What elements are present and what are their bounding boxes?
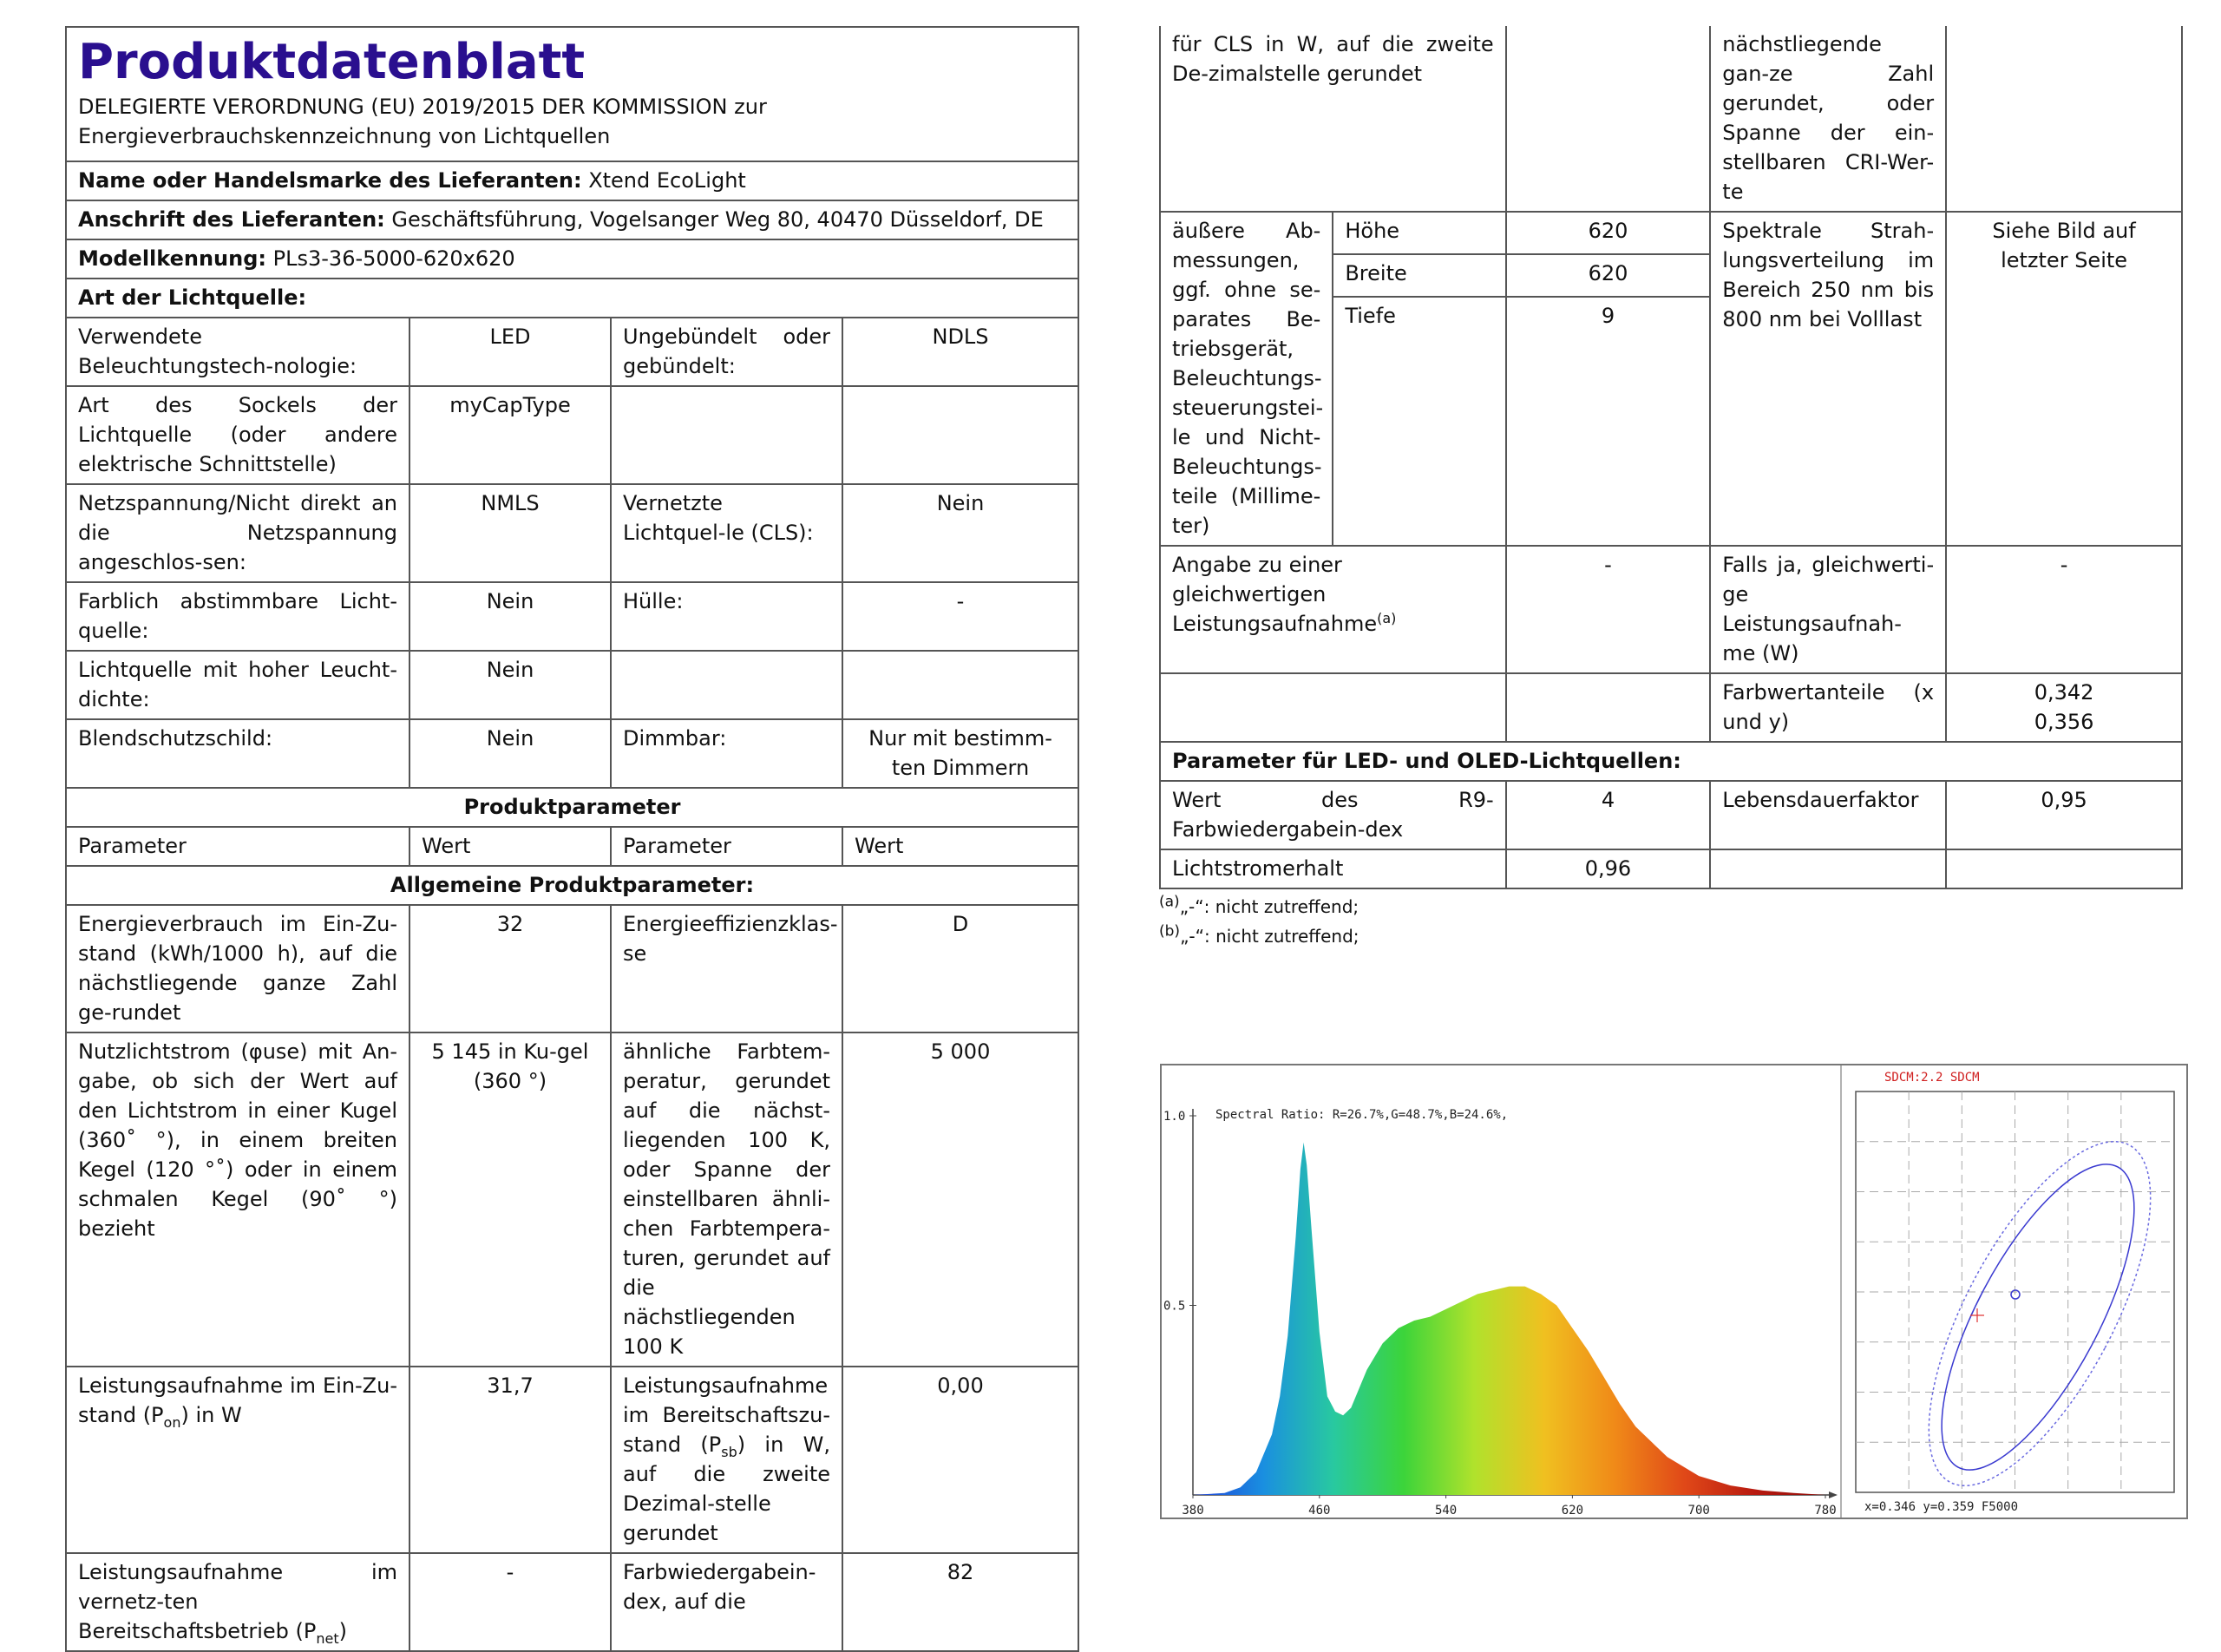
- type-value: NDLS: [842, 318, 1078, 386]
- supplier-name-row: [66, 161, 1078, 200]
- x-tick-label: 620: [1561, 1504, 1584, 1518]
- equivalent-power-label: Angabe zu einer gleichwertigen Leistungsaufnahme$^{(a)}$: [1160, 546, 1506, 673]
- spectrum-figure: [1160, 1064, 2188, 1519]
- luminous-flux-label: Nutzlichtstrom (φuse) mit An-gabe, ob sich der Wert auf den Lichtstrom in einer Kugel (360˚ °), in einem breiten Kegel (120 °˚) oder in einem schmalen Kegel (90˚ °) bezieht: [66, 1032, 409, 1367]
- general-params-heading: Allgemeine Produktparameter:: [66, 866, 1078, 905]
- cls-standby-continued: für CLS in W, auf die zweite De-zimalstelle gerundet: [1160, 26, 1506, 212]
- cri-value: 82: [842, 1553, 1078, 1651]
- empty-cell: [1160, 673, 1506, 742]
- led-params-heading: Parameter für LED- und OLED-Lichtquellen:: [1160, 742, 2182, 781]
- spectral-ratio-label: Spectral Ratio: R=26.7%,G=48.7%,B=24.6%,: [1215, 1108, 1509, 1122]
- networked-standby-value: -: [409, 1553, 611, 1651]
- spectral-distribution-value: Siehe Bild auf letzter Seite: [1946, 212, 2182, 546]
- type-param: Ungebündelt oder gebündelt:: [611, 318, 842, 386]
- type-param: Netzspannung/Nicht direkt an die Netzspannung angeschlos-sen:: [66, 484, 409, 582]
- type-value: myCapType: [409, 386, 611, 484]
- lumen-maintenance-label: Lichtstromerhalt: [1160, 849, 1506, 888]
- sdcm-title: SDCM:2.2 SDCM: [1884, 1071, 1980, 1085]
- efficiency-class-label: Energieeffizienzklas-se: [611, 905, 842, 1032]
- light-source-type-heading: Art der Lichtquelle:: [66, 279, 1078, 318]
- supplier-address-value: Geschäftsführung, Vogelsanger Weg 80, 40470 Düsseldorf, DE: [391, 207, 1044, 232]
- regulation-line-2: Energieverbrauchskennzeichnung von Lichtquellen: [78, 124, 611, 148]
- efficiency-class-value: D: [842, 905, 1078, 1032]
- type-value: Nein: [409, 719, 611, 788]
- spectrum-chart: [1162, 1065, 2186, 1518]
- product-params-heading: Produktparameter: [66, 788, 1078, 827]
- chromaticity-y: 0,356: [2034, 710, 2094, 734]
- on-mode-power-label: Leistungsaufnahme im Ein-Zu-stand $(P_{on})$ in W: [66, 1367, 409, 1553]
- type-value: [842, 386, 1078, 484]
- type-param: [611, 386, 842, 484]
- type-param: Farblich abstimmbare Licht-quelle:: [66, 582, 409, 651]
- header-cell: [66, 27, 1078, 161]
- type-param: [611, 651, 842, 719]
- column-header-value: Wert: [409, 827, 611, 866]
- column-header-value: Wert: [842, 827, 1078, 866]
- dim-depth-value: 9: [1506, 297, 1711, 546]
- footnote-b: $^{(b)}$„-“: nicht zutreffend;: [1159, 922, 1359, 947]
- x-tick-label: 780: [1814, 1504, 1837, 1518]
- x-tick-label: 380: [1182, 1504, 1204, 1518]
- empty-cell: [1946, 26, 2182, 212]
- type-value: -: [842, 582, 1078, 651]
- chromaticity-readout: x=0.346 y=0.359 F5000: [1864, 1500, 2019, 1514]
- standby-power-value: 0,00: [842, 1367, 1078, 1553]
- right-page: [1159, 26, 2183, 948]
- chromaticity-value: [1946, 673, 2182, 742]
- type-value: [842, 651, 1078, 719]
- page-title: Produktdatenblatt: [78, 34, 586, 90]
- dim-height-label: Höhe: [1333, 212, 1505, 254]
- supplier-address-label: Anschrift des Lieferanten:: [78, 207, 385, 232]
- dimensions-label: äußere Ab-messungen, ggf. ohne se-parates Be-triebsgerät, Beleuchtungs-steuerungstei-le und Nicht-Beleuchtungs-teile (Millime-ter): [1160, 212, 1333, 546]
- energy-consumption-label: Energieverbrauch im Ein-Zu-stand (kWh/1000 h), auf die nächstliegende ganze Zahl ge-rundet: [66, 905, 409, 1032]
- empty-cell: [1946, 849, 2182, 888]
- model-label: Modellkennung:: [78, 246, 266, 271]
- type-param: Hülle:: [611, 582, 842, 651]
- footnote-a: $^{(a)}$„-“: nicht zutreffend;: [1159, 893, 1359, 917]
- equivalent-power-value: -: [1506, 546, 1711, 673]
- lifetime-factor-value: 0,95: [1946, 781, 2182, 849]
- equivalent-power2-label: Falls ja, gleichwerti-ge Leistungsaufnah-me (W): [1710, 546, 1946, 673]
- cri-label: Farbwiedergabein-dex, auf die: [611, 1553, 842, 1651]
- empty-cell: [1710, 849, 1946, 888]
- type-value: LED: [409, 318, 611, 386]
- sdcm-outer-ellipse: [1885, 1111, 2186, 1517]
- spectral-power-plot: [1163, 1108, 1838, 1518]
- dim-width-label: Breite: [1333, 254, 1505, 297]
- empty-cell: [1506, 26, 1711, 212]
- spectral-distribution-label: Spektrale Strah-lungsverteilung im Bereich 250 nm bis 800 nm bei Volllast: [1710, 212, 1946, 546]
- x-tick-label: 540: [1434, 1504, 1458, 1518]
- type-param: Verwendete Beleuchtungstech-nologie:: [66, 318, 409, 386]
- type-param: Blendschutzschild:: [66, 719, 409, 788]
- on-mode-power-value: 31,7: [409, 1367, 611, 1553]
- column-header-param: Parameter: [611, 827, 842, 866]
- type-param: Lichtquelle mit hoher Leucht-dichte:: [66, 651, 409, 719]
- supplier-name-value: Xtend EcoLight: [588, 168, 746, 193]
- equivalent-power2-value: -: [1946, 546, 2182, 673]
- x-tick-label: 460: [1308, 1504, 1331, 1518]
- type-value: NMLS: [409, 484, 611, 582]
- datasheet-table: [65, 26, 1079, 1652]
- luminous-flux-value: 5 145 in Ku-gel (360 °): [409, 1032, 611, 1367]
- chromaticity-label: Farbwertanteile (x und y): [1710, 673, 1946, 742]
- dim-height-value: 620: [1506, 212, 1711, 254]
- energy-consumption-value: 32: [409, 905, 611, 1032]
- chromaticity-x: 0,342: [2034, 680, 2094, 705]
- x-axis-arrow: [1829, 1491, 1838, 1498]
- type-param: Art des Sockels der Lichtquelle (oder andere elektrische Schnittstelle): [66, 386, 409, 484]
- r9-label: Wert des R9-Farbwiedergabein-dex: [1160, 781, 1506, 849]
- dim-width-value: 620: [1506, 254, 1711, 297]
- spectrum-area: [1193, 1143, 1825, 1495]
- model-row: [66, 239, 1078, 279]
- type-param: Dimmbar:: [611, 719, 842, 788]
- empty-cell: [1506, 673, 1711, 742]
- r9-value: 4: [1506, 781, 1711, 849]
- type-value: Nein: [409, 582, 611, 651]
- dim-depth-label: Tiefe: [1333, 297, 1505, 546]
- cct-label: ähnliche Farbtem-peratur, gerundet auf die nächst-liegenden 100 K, oder Spanne der einstellbaren ähnli-chen Farbtempera-turen, gerundet auf die nächstliegenden 100 K: [611, 1032, 842, 1367]
- supplier-address-row: [66, 200, 1078, 239]
- type-value: Nein: [842, 484, 1078, 582]
- x-tick-label: 700: [1687, 1504, 1710, 1518]
- standby-power-label: Leistungsaufnahme im Bereitschaftszu-stand $(P_{sb})$ in W, auf die zweite Dezimal-stelle gerundet: [611, 1367, 842, 1553]
- sdcm-ellipse-plot: [1841, 1065, 2186, 1518]
- lifetime-factor-label: Lebensdauerfaktor: [1710, 781, 1946, 849]
- supplier-name-label: Name oder Handelsmarke des Lieferanten:: [78, 168, 582, 193]
- type-param: Vernetzte Lichtquel-le (CLS):: [611, 484, 842, 582]
- datasheet-table-continued: [1159, 26, 2183, 889]
- cri-label-continued: nächstliegende gan-ze Zahl gerundet, oder Spanne der ein-stellbaren CRI-Wer-te: [1710, 26, 1946, 212]
- networked-standby-label: Leistungsaufnahme im vernetz-ten Bereitschaftsbetrieb $(P_{net})$: [66, 1553, 409, 1651]
- y-tick-label: 1.0: [1163, 1110, 1186, 1124]
- column-header-param: Parameter: [66, 827, 409, 866]
- type-value: Nein: [409, 651, 611, 719]
- regulation-line-1: DELEGIERTE VERORDNUNG (EU) 2019/2015 DER KOMMISSION zur: [78, 95, 767, 119]
- model-value: PLs3-36-5000-620x620: [272, 246, 515, 271]
- lumen-maintenance-value: 0,96: [1506, 849, 1711, 888]
- type-value: Nur mit bestimm-ten Dimmern: [842, 719, 1078, 788]
- y-tick-label: 0.5: [1163, 1299, 1186, 1314]
- left-page: [65, 26, 1078, 1652]
- cct-value: 5 000: [842, 1032, 1078, 1367]
